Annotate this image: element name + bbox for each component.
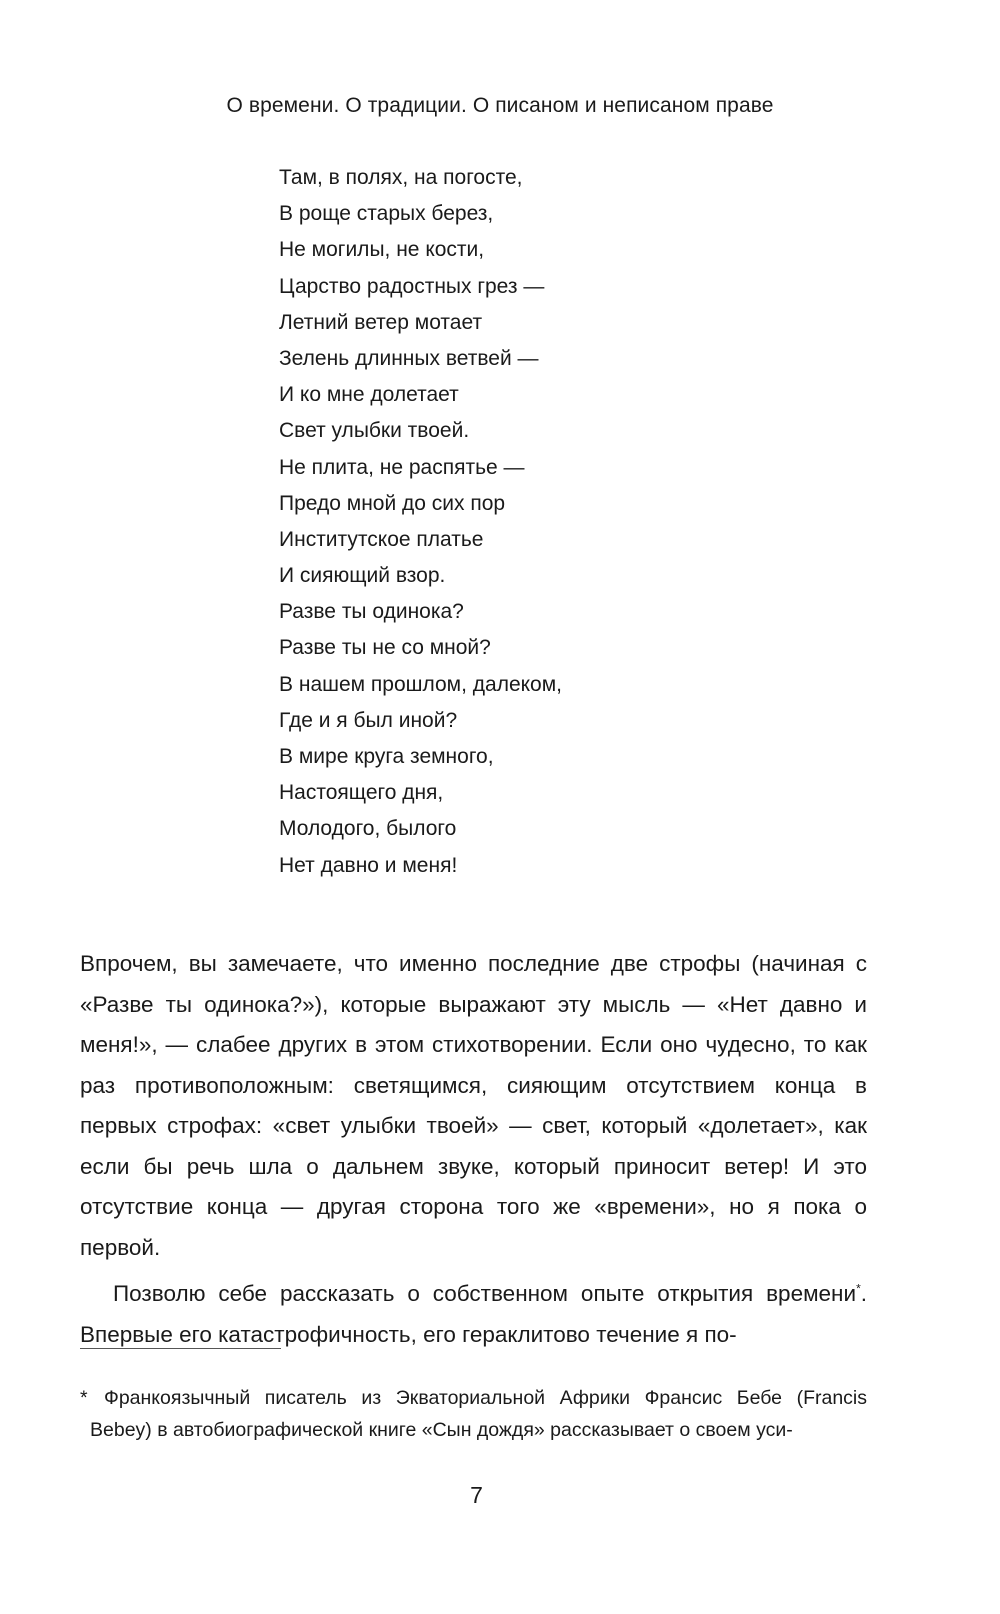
- poem-line: И сияющий взор.: [279, 564, 446, 588]
- poem-line: Царство радостных грез —: [279, 274, 545, 298]
- poem-line: Нет давно и меня!: [279, 853, 458, 877]
- footnote-marker: *: [80, 1387, 88, 1409]
- body-text: [80, 944, 867, 1355]
- poem-line: Молодого, былого: [279, 817, 457, 841]
- poem-line: И ко мне долетает: [279, 383, 459, 407]
- poem-line: Предо мной до сих пор: [279, 491, 506, 515]
- poem-line: Где и я был иной?: [279, 708, 458, 732]
- paragraph-second-start: Позволю себе рассказать о собственном опыте открытия времени: [113, 1281, 857, 1306]
- poem-line: Летний ветер мотает: [279, 310, 483, 334]
- paragraph-second: [80, 1274, 867, 1355]
- footnote-divider: [80, 1348, 281, 1349]
- footnote-text: Франкоязычный писатель из Экваториальной Африки Франсис Бебе (Francis Bebey) в автобиографической книге «Сын дождя» рассказывает о своем уси-: [90, 1387, 867, 1441]
- poem-line: Там, в полях, на погосте,: [279, 166, 523, 189]
- running-head: О времени. О традиции. О писаном и неписаном праве: [226, 94, 774, 117]
- poem-line: Настоящего дня,: [279, 781, 444, 805]
- poem-line: В нашем прошлом, далеком,: [279, 672, 563, 696]
- poem-line: Институтское платье: [279, 527, 484, 551]
- paragraph-second-end: . Впервые его катастрофичность, его гераклитово течение я по-: [80, 1281, 867, 1347]
- paragraph-first: Впрочем, вы замечаете, что именно последние две строфы (начиная с «Разве ты одинока?»), которые выражают эту мысль — «Нет давно и меня!», — слабее других в этом стихотворении. Если оно чудесно, то как раз противоположным: светящимся, сияющим отсутствием конца в первых строфах: «свет улыбки твоей» — свет, который «долетает», как если бы речь шла о дальнем звуке, который приносит ветер! И это отсутствие конца — другая сторона того же «времени», но я пока о первой.: [80, 951, 867, 1260]
- poem-line: В роще старых берез,: [279, 202, 494, 226]
- poem-line: Разве ты не со мной?: [279, 636, 491, 660]
- page-number: 7: [470, 1482, 483, 1508]
- poem-line: В мире круга земного,: [279, 745, 494, 768]
- footnote: [80, 1382, 867, 1446]
- poem-line: Не плита, не распятье —: [279, 455, 525, 479]
- poem: [279, 160, 562, 884]
- poem-line: Разве ты одинока?: [279, 600, 464, 624]
- poem-line: Свет улыбки твоей.: [279, 419, 470, 443]
- poem-line: Зелень длинных ветвей —: [279, 346, 539, 370]
- footnote-reference[interactable]: *: [856, 1281, 861, 1296]
- poem-line: Не могилы, не кости,: [279, 238, 485, 262]
